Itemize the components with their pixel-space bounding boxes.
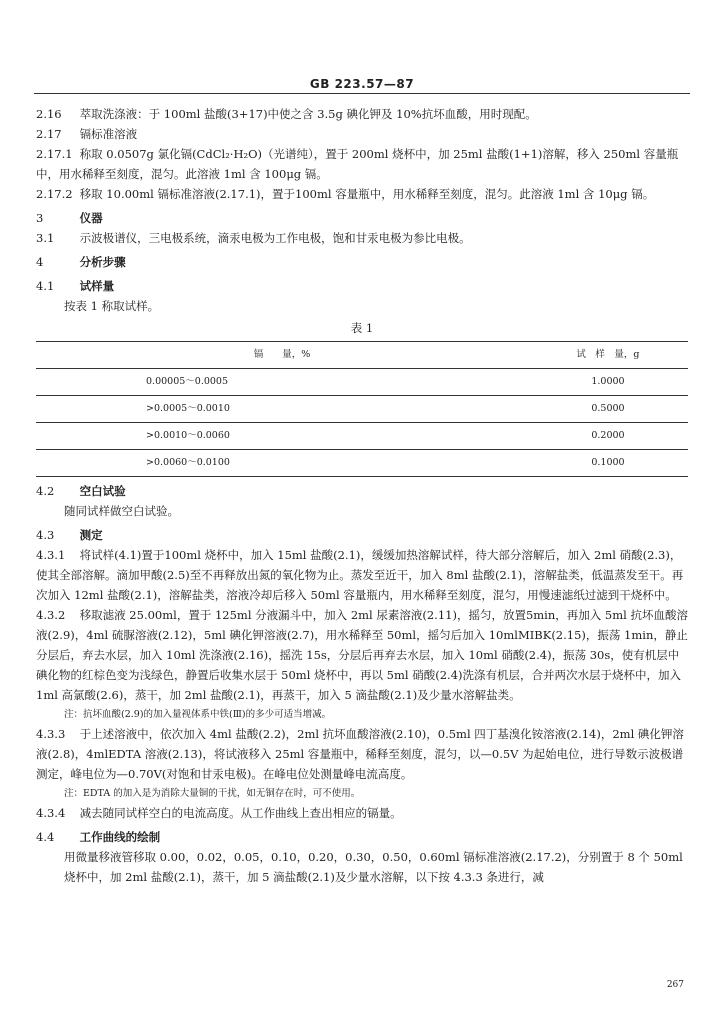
- sample-mass-table: [36, 341, 688, 477]
- section-4-heading: [36, 252, 688, 272]
- clause-number: 4.3.4: [36, 806, 66, 820]
- clause-title: 空白试验: [79, 484, 126, 498]
- clause-text: 示波极谱仪，三电极系统，滴汞电极为工作电极，饱和甘汞电极为参比电极。: [79, 231, 471, 245]
- clause-number: 4.3.2: [36, 608, 66, 622]
- clause-title: 测定: [79, 528, 103, 542]
- standard-code-header: GB 223.57—87: [309, 77, 415, 91]
- clause-number: 2.17: [36, 127, 62, 141]
- clause-4-3-2: [36, 605, 688, 705]
- clause-number: 4.3.3: [36, 727, 66, 741]
- table-caption: 表 1: [350, 321, 374, 335]
- clause-4-4-text: 用微量移液管移取 0.00，0.02，0.05，0.10，0.20，0.30，0.50，0.60ml 镉标准溶液(2.17.2)，分别置于 8 个 50ml 烧杯中，加 2ml 盐酸(2.1)，蒸干，加 5 滴盐酸(2.1)及少量水溶解，以下按 4.3.3 条进行，减: [64, 850, 683, 884]
- clause-text: 移取滤液 25.00ml，置于 125ml 分液漏斗中，加入 2ml 尿素溶液(2.11)，摇匀，放置5min，再加入 5ml 抗坏血酸溶液(2.9)，4ml 硫脲溶液(2.12)，5ml 碘化钾溶液(2.7)，用水稀释至 50ml，摇匀后加入 10mlMIBK(2.15)，振荡 1min，静止分层后，弃去水层，加入 10ml 洗涤液(2.16)，摇洗 15s，分层后再弃去水层，加入 10ml 硝酸(2.4)，振荡 30s，使有机层中碘化物的红棕色变为浅绿色，静置后收集水层于 50ml 烧杯中，再以 5ml 硝酸(2.4)洗涤有机层，合并两次水层于烧杯中，加入 1ml 高氯酸(2.6)，蒸干，加 2ml 盐酸(2.1)，再蒸干，加入 5 滴盐酸(2.1)及少量水溶解盐类。: [36, 608, 688, 702]
- clause-2-17-1: [36, 144, 688, 184]
- clause-title: 试样量: [79, 279, 115, 293]
- clause-2-16: [36, 104, 688, 124]
- table-row: [36, 450, 688, 477]
- clause-4-4-heading: [36, 827, 688, 847]
- clause-number: 4.3: [36, 528, 55, 542]
- section-number: 3: [36, 211, 44, 225]
- clause-number: 4.3.1: [36, 548, 66, 562]
- table-header-row: [36, 342, 688, 369]
- page-number: 267: [666, 980, 684, 990]
- document-body: [36, 104, 688, 887]
- clause-number: 2.17.1: [36, 147, 73, 161]
- header-rule: [34, 93, 690, 94]
- clause-2-17: [36, 124, 688, 144]
- note-edta: 注：EDTA 的加入是为消除大量铜的干扰，如无铜存在时，可不使用。: [64, 788, 361, 799]
- cell-sample-mass: 0.2000: [528, 423, 688, 450]
- clause-number: 2.17.2: [36, 187, 73, 201]
- cell-content-range: 0.00005～0.0005: [36, 369, 528, 396]
- clause-text: 称取 0.0507g 氯化镉(CdCl₂·H₂O)（光谱纯），置于 200ml 烧杯中，加 25ml 盐酸(1+1)溶解，移入 250ml 容量瓶中，用水稀释至刻度，混匀。此溶液 1ml 含 100μg 镉。: [36, 147, 679, 181]
- cell-content-range: >0.0005～0.0010: [36, 396, 528, 423]
- clause-title: 工作曲线的绘制: [79, 830, 161, 844]
- section-3-heading: [36, 208, 688, 228]
- column-header-sample-mass: 试 样 量，g: [528, 342, 688, 369]
- clause-4-1-text: 按表 1 称取试样。: [64, 299, 160, 313]
- section-title: 仪器: [79, 211, 103, 225]
- section-title: 分析步骤: [79, 255, 126, 269]
- clause-number: 3.1: [36, 231, 55, 245]
- clause-4-1-heading: [36, 276, 688, 296]
- cell-content-range: >0.0060～0.0100: [36, 450, 528, 477]
- section-number: 4: [36, 255, 44, 269]
- clause-4-3-3: [36, 724, 688, 784]
- clause-3-1: [36, 228, 688, 248]
- clause-text: 减去随同试样空白的电流高度。从工作曲线上查出相应的镉量。: [79, 806, 402, 820]
- clause-4-3-4: [36, 803, 688, 823]
- column-header-cadmium-content: 镉 量，%: [36, 342, 528, 369]
- cell-sample-mass: 0.1000: [528, 450, 688, 477]
- clause-text: 于上述溶液中，依次加入 4ml 盐酸(2.2)，2ml 抗坏血酸溶液(2.10)，0.5ml 四丁基溴化铵溶液(2.14)，2ml 碘化钾溶液(2.8)，4mlEDTA 溶液(2.13)，将试液移入 25ml 容量瓶中，稀释至刻度，混匀，以—0.5V 为起始电位，进行导数示波极谱测定，峰电位为—0.70V(对饱和甘汞电极)。在峰电位处测量峰电流高度。: [36, 727, 684, 781]
- clause-4-2-heading: [36, 481, 688, 501]
- clause-text: 萃取洗涤液：于 100ml 盐酸(3+17)中使之含 3.5g 碘化钾及 10%抗坏血酸，用时现配。: [79, 107, 537, 121]
- clause-4-3-1: [36, 545, 688, 605]
- note-ascorbic-acid: 注：抗坏血酸(2.9)的加入量视体系中铁(Ⅲ)的多少可适当增减。: [64, 709, 332, 720]
- clause-2-17-2: [36, 184, 688, 204]
- clause-number: 4.2: [36, 484, 55, 498]
- clause-number: 4.4: [36, 830, 55, 844]
- clause-text: 移取 10.00ml 镉标准溶液(2.17.1)，置于100ml 容量瓶中，用水稀释至刻度，混匀。此溶液 1ml 含 10μg 镉。: [79, 187, 655, 201]
- clause-text: 将试样(4.1)置于100ml 烧杯中，加入 15ml 盐酸(2.1)，缓缓加热溶解试样，待大部分溶解后，加入 2ml 硝酸(2.3)，使其全部溶解。滴加甲酸(2.5)至不再释放出氮的氧化物为止。蒸发至近干，加入 8ml 盐酸(2.1)，溶解盐类，低温蒸发至干。再次加入 12ml 盐酸(2.1)，溶解盐类，溶液冷却后移入 50ml 容量瓶内，用水稀释至刻度，混匀，用慢速滤纸过滤到干烧杯中。: [36, 548, 684, 602]
- cell-sample-mass: 0.5000: [528, 396, 688, 423]
- clause-4-3-heading: [36, 525, 688, 545]
- cell-sample-mass: 1.0000: [528, 369, 688, 396]
- clause-number: 4.1: [36, 279, 55, 293]
- table-row: [36, 423, 688, 450]
- clause-4-2-text: 随同试样做空白试验。: [64, 504, 179, 518]
- clause-text: 镉标准溶液: [79, 127, 138, 141]
- table-row: [36, 369, 688, 396]
- clause-number: 2.16: [36, 107, 62, 121]
- table-row: [36, 396, 688, 423]
- cell-content-range: >0.0010～0.0060: [36, 423, 528, 450]
